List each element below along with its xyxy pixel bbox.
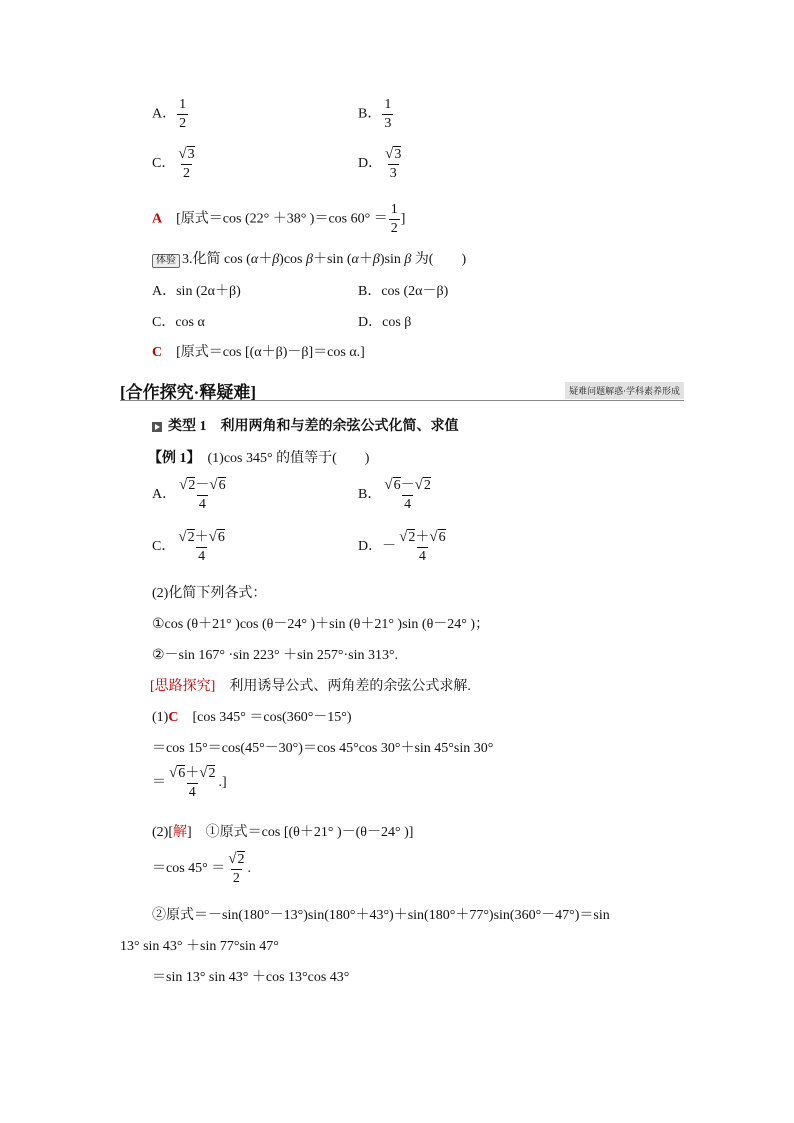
option-label: A． xyxy=(152,106,177,122)
fraction: $\frac{1}{2}$ xyxy=(179,97,187,131)
ex1-option-c[interactable]: C． $\frac{√2+√6}{4}$ xyxy=(152,529,225,564)
q3-stem: 体验 3.化简 cos (α＋β)cos β＋sin (α＋β)sin β 为( ) xyxy=(152,253,466,268)
answer-letter: C xyxy=(168,710,179,725)
sol2-line2: ＝cos 45° ＝ $\frac{√2}{2}$ . xyxy=(152,851,251,886)
section-subtitle: 疑难问题解惑·学科素养形成 xyxy=(565,382,684,399)
hint-label: [思路探究] xyxy=(150,679,216,694)
q2-solution: A [原式＝cos (22° ＋38° )＝cos 60° ＝ $\frac{1}{2}$ ] xyxy=(152,202,406,236)
option-label: B． xyxy=(358,106,382,122)
ex1-item1: ①cos (θ＋21° )cos (θ－24° )＋sin (θ＋21° )sin (θ－24° )； xyxy=(152,617,490,632)
ex1-item2: ②－sin 167° ·sin 223° ＋sin 257°·sin 313°. xyxy=(152,648,399,663)
ex1-option-b[interactable]: B． $\frac{√6-√2}{4}$ xyxy=(358,477,431,512)
q3-option-b[interactable]: B．cos (2α－β) xyxy=(358,284,449,299)
sol2-line4: 13° sin 43° ＋sin 77°sin 47° xyxy=(120,939,279,954)
type1-heading: 类型 1 利用两角和与差的余弦公式化简、求值 xyxy=(152,420,459,434)
hint-line: [思路探究] 利用诱导公式、两角差的余弦公式求解. xyxy=(150,679,471,694)
ex1-part2: (2)化简下列各式： xyxy=(152,586,267,601)
answer-letter: A xyxy=(152,211,163,227)
option-label: C． xyxy=(152,156,176,171)
sol2-line1: (2)[解] ①原式＝cos [(θ＋21° )－(θ－24° )] xyxy=(152,825,414,840)
sol2-line3: ②原式＝－sin(180°－13°)sin(180°＋43°)＋sin(180°＋77°)sin(360°－47°)＝sin xyxy=(152,908,610,923)
ex1-option-d[interactable]: D．－ $\frac{√2+√6}{4}$ xyxy=(358,529,446,564)
solution-text: [原式＝cos (22° ＋38° )＝cos 60° ＝ xyxy=(176,211,388,227)
sol1-line2: ＝cos 15°＝cos(45°－30°)＝cos 45°cos 30°＋sin 45°sin 30° xyxy=(152,741,494,756)
example1-stem: 【例 1】 (1)cos 345° 的值等于( ) xyxy=(148,451,370,466)
fraction: $\frac{√2-√6}{4}$ xyxy=(179,477,226,512)
fraction: $\frac{√3}{2}$ xyxy=(178,146,195,181)
ex1-option-a[interactable]: A． $\frac{√2-√6}{4}$ xyxy=(152,477,226,512)
answer-letter: C xyxy=(152,345,163,360)
fraction: $\frac{1}{2}$ xyxy=(390,202,398,236)
sol2-line5: ＝sin 13° sin 43° ＋cos 13°cos 43° xyxy=(152,970,350,985)
q3-option-d[interactable]: D．cos β xyxy=(358,315,412,330)
option-label: D． xyxy=(358,156,383,171)
fraction: $\frac{√2}{2}$ xyxy=(228,851,245,886)
solution-text: [原式＝cos [(α＋β)－β]＝cos α.] xyxy=(176,345,365,360)
section-header xyxy=(120,378,684,401)
q3-solution xyxy=(152,346,365,360)
q2-option-b[interactable] xyxy=(358,98,394,131)
fraction: $\frac{1}{3}$ xyxy=(384,97,392,131)
fraction: $\frac{√2+√6}{4}$ xyxy=(178,529,225,564)
fraction: $\frac{√6-√2}{4}$ xyxy=(384,477,431,512)
jie-label: 解 xyxy=(173,825,187,840)
section-title: [合作探究·释疑难] xyxy=(120,383,256,402)
play-icon xyxy=(152,422,162,432)
example-label: 【例 1】 xyxy=(148,451,194,466)
fraction: $\frac{√2+√6}{4}$ xyxy=(399,529,446,564)
q2-option-d[interactable] xyxy=(358,147,404,181)
q3-option-c[interactable]: C．cos α xyxy=(152,315,205,330)
sol1-line3: ＝ $\frac{√6+√2}{4}$ .] xyxy=(152,765,227,800)
fraction: $\frac{√3}{3}$ xyxy=(385,146,402,181)
fraction: $\frac{√6+√2}{4}$ xyxy=(169,765,216,800)
tiyan-tag: 体验 xyxy=(152,254,180,268)
q2-option-a[interactable] xyxy=(152,98,189,131)
q3-option-a[interactable]: A．sin (2α＋β) xyxy=(152,284,241,299)
q2-option-c[interactable] xyxy=(152,147,198,181)
sol1-line1: (1)C [cos 345° ＝cos(360°－15°) xyxy=(152,710,352,725)
